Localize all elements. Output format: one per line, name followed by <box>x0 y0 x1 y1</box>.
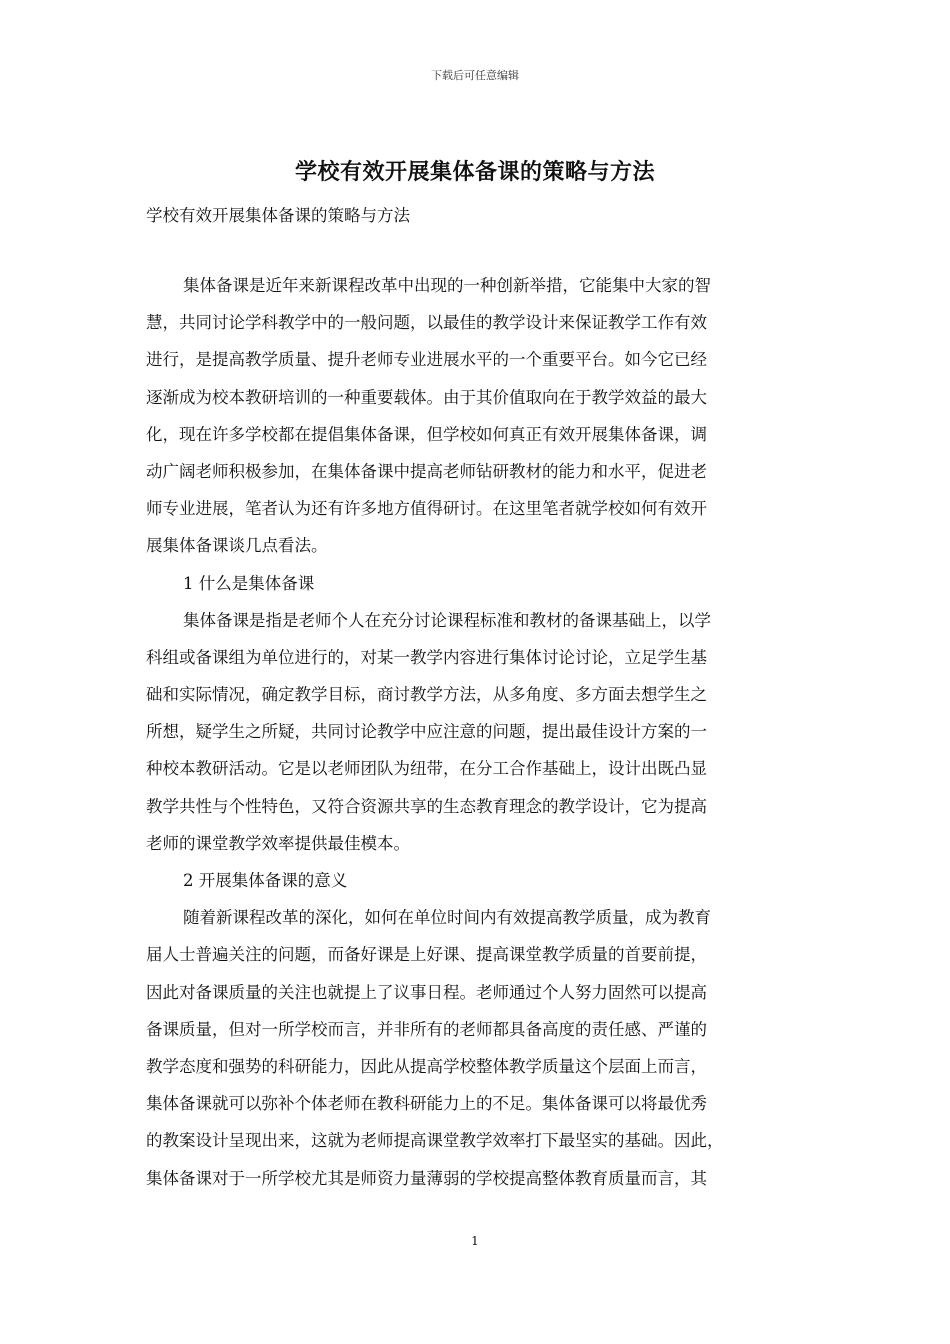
document-body <box>146 267 806 1197</box>
body-line: 届人士普遍关注的问题，而备好课是上好课、提高课堂教学质量的首要前提， <box>146 945 707 965</box>
body-line: 教学共性与个性特色，又符合资源共享的生态教育理念的教学设计，它为提高 <box>146 796 707 816</box>
body-line: 教学态度和强势的科研能力，因此从提高学校整体教学质量这个层面上而言， <box>146 1056 707 1076</box>
page-header-note: 下载后可任意编辑 <box>431 69 519 82</box>
body-line: 集体备课是近年来新课程改革中出现的一种创新举措，它能集中大家的智 <box>183 276 711 295</box>
body-line: 种校本教研活动。它是以老师团队为纽带，在分工合作基础上，设计出既凸显 <box>146 759 707 779</box>
body-line: 随着新课程改革的深化，如何在单位时间内有效提高教学质量，成为教育 <box>183 908 711 928</box>
body-line: 所想，疑学生之所疑，共同讨论教学中应注意的问题，提出最佳设计方案的一 <box>146 722 707 742</box>
document-subtitle: 学校有效开展集体备课的策略与方法 <box>146 206 410 225</box>
body-line: 集体备课就可以弥补个体老师在教科研能力上的不足。集体备课可以将最优秀 <box>146 1094 707 1114</box>
body-line: 逐渐成为校本教研培训的一种重要载体。由于其价值取向在于教学效益的最大 <box>146 387 707 407</box>
page-number: 1 <box>471 1234 479 1248</box>
body-line: 老师的课堂教学效率提供最佳模本。 <box>146 833 410 853</box>
body-line: 集体备课是指是老师个人在充分讨论课程标准和教材的备课基础上，以学 <box>183 610 711 630</box>
body-line: 集体备课对于一所学校尤其是师资力量薄弱的学校提高整体教育质量而言，其 <box>146 1168 707 1188</box>
body-line: 师专业进展，笔者认为还有许多地方值得研讨。在这里笔者就学校如何有效开 <box>146 499 707 519</box>
body-line: 科组或备课组为单位进行的，对某一教学内容进行集体讨论讨论，立足学生基 <box>146 647 707 667</box>
body-line: 础和实际情况，确定教学目标，商讨教学方法，从多角度、多方面去想学生之 <box>146 685 707 705</box>
body-line: 2 开展集体备课的意义 <box>183 871 348 890</box>
body-line: 的教案设计呈现出来，这就为老师提高课堂教学效率打下最坚实的基础。因此， <box>146 1131 724 1151</box>
body-line: 进行，是提高教学质量、提升老师专业进展水平的一个重要平台。如今它已经 <box>146 350 707 370</box>
body-line: 因此对备课质量的关注也就提上了议事日程。老师通过个人努力固然可以提高 <box>146 982 707 1002</box>
body-line: 慧，共同讨论学科教学中的一般问题，以最佳的教学设计来保证教学工作有效 <box>146 313 707 333</box>
body-line: 备课质量，但对一所学校而言，并非所有的老师都具备高度的责任感、严谨的 <box>146 1019 707 1039</box>
body-line: 化，现在许多学校都在提倡集体备课，但学校如何真正有效开展集体备课，调 <box>146 424 707 444</box>
document-title: 学校有效开展集体备课的策略与方法 <box>294 159 655 185</box>
body-line: 1 什么是集体备课 <box>183 573 315 593</box>
body-line: 展集体备课谈几点看法。 <box>146 536 328 556</box>
body-line: 动广阔老师积极参加，在集体备课中提高老师钻研教材的能力和水平，促进老 <box>146 461 707 481</box>
